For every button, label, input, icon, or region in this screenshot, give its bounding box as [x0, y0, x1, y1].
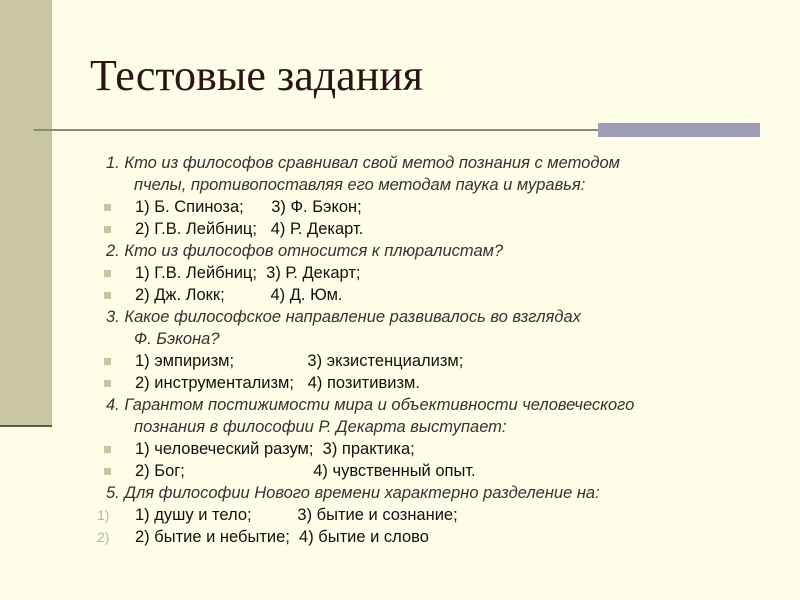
bullet-square-icon: [104, 468, 111, 475]
question-1-text: 1. Кто из философов сравнивал свой метод познания с методом: [106, 154, 620, 172]
answer-row: [0, 372, 800, 394]
answer-row: [0, 196, 800, 218]
answer-text: 2) инструментализм; 4) позитивизм.: [135, 374, 420, 392]
answer-row: [0, 504, 800, 526]
bullet-square-icon: [104, 292, 111, 299]
answer-text: 2) Г.В. Лейбниц; 4) Р. Декарт.: [135, 220, 364, 238]
answer-row: [0, 438, 800, 460]
answer-text: 1) эмпиризм; 3) экзистенциализм;: [135, 352, 464, 370]
question-2-text: 2. Кто из философов относится к плюралистам?: [106, 242, 504, 260]
answer-text: 1) человеческий разум; 3) практика;: [135, 440, 415, 458]
answer-row: [0, 460, 800, 482]
question-5-text: 5. Для философии Нового времени характерно разделение на:: [106, 484, 600, 502]
title-divider-accent: [598, 123, 760, 137]
question-3: [0, 306, 760, 350]
question-3-text: 3. Какое философское направление развивалось во взглядах: [106, 308, 581, 326]
answer-text: 2) Бог; 4) чувственный опыт.: [135, 462, 476, 480]
slide-title: Тестовые задания: [90, 51, 424, 100]
question-1: [0, 152, 760, 196]
bullet-square-icon: [104, 380, 111, 387]
bullet-square-icon: [104, 358, 111, 365]
question-4-text-cont: познания в философии Р. Декарта выступает:: [134, 418, 507, 436]
bullet-square-icon: [104, 204, 111, 211]
title-divider: [34, 129, 598, 131]
answer-text: 1) душу и тело; 3) бытие и сознание;: [135, 506, 458, 524]
answer-text: 1) Б. Спиноза; 3) Ф. Бэкон;: [135, 198, 362, 216]
question-5: [0, 482, 760, 504]
test-content: [0, 152, 800, 548]
answer-row: [0, 262, 800, 284]
answer-row: [0, 218, 800, 240]
bullet-square-icon: [104, 226, 111, 233]
bullet-square-icon: [104, 270, 111, 277]
list-number: 2): [97, 529, 110, 545]
answer-text: 1) Г.В. Лейбниц; 3) Р. Декарт;: [135, 264, 361, 282]
question-1-text-cont: пчелы, противопоставляя его методам паука и муравья:: [134, 176, 586, 194]
question-4: [0, 394, 760, 438]
answer-text: 2) Дж. Локк; 4) Д. Юм.: [135, 286, 343, 304]
answer-row: [0, 284, 800, 306]
answer-row: [0, 526, 800, 548]
bullet-square-icon: [104, 446, 111, 453]
question-4-text: 4. Гарантом постижимости мира и объективности человеческого: [106, 396, 635, 414]
list-number: 1): [97, 507, 110, 523]
question-2: [0, 240, 760, 262]
answer-text: 2) бытие и небытие; 4) бытие и слово: [135, 528, 429, 546]
answer-row: [0, 350, 800, 372]
question-3-text-cont: Ф. Бэкона?: [134, 330, 220, 348]
